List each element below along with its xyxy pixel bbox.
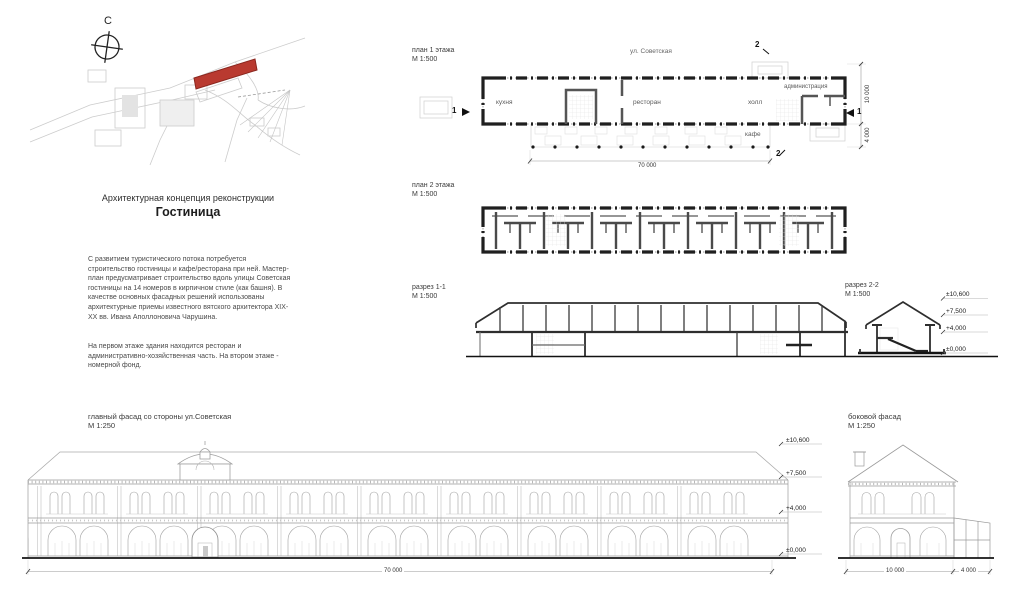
dim-facade-length: 70 000 — [384, 568, 403, 574]
section-mark-2-bottom: 2 — [776, 149, 781, 158]
plan1-drawing — [420, 49, 866, 165]
facade-side-title: боковой фасад — [848, 412, 901, 421]
section11-caption — [412, 283, 446, 301]
elevation-leaders-facades — [779, 442, 822, 556]
plan2-caption — [412, 181, 454, 199]
facade-main-scale: М 1:250 — [88, 421, 116, 430]
room-hall: холл — [748, 99, 763, 106]
stair-hatch — [569, 95, 593, 119]
plan1-caption — [412, 46, 454, 64]
dim-plan-depth: 4 000 — [865, 127, 871, 143]
section-mark-2-top: 2 — [755, 40, 760, 49]
stair-hatch — [776, 99, 799, 121]
section-mark-1-right: 1 — [857, 107, 862, 116]
sheet-subtitle: Гостиница — [155, 205, 221, 219]
section11-title: разрез 1-1 — [412, 284, 446, 291]
room-cafe: кафе — [745, 131, 761, 138]
facade-side-drawing — [838, 445, 994, 558]
intro-paragraph: С развитием туристического потока потребуется строительство гостиницы и кафе/ресторана при ней. Мастер-план предусматривает строительство вдоль улицы Советская гостиницы на 14 номеров в кирпичном стиле (как башня). В качестве основных фасадных решений использованы архитектурные приемы известного вятского архитектора XIX-XX вв. Ивана Аполлоновича Чарушина. — [88, 256, 291, 321]
street-label: ул. Советская — [630, 48, 672, 55]
section1-arrow-icon — [846, 109, 854, 117]
room-kitchen: кухня — [496, 99, 513, 106]
facade-side-caption — [848, 412, 901, 430]
plan1-title: план 1 этажа — [412, 47, 455, 54]
plan2-scale: М 1:500 — [412, 191, 438, 198]
plan2-drawing — [483, 208, 845, 252]
plan2-title: план 2 этажа — [412, 182, 455, 189]
highlighted-hotel-footprint — [194, 59, 257, 89]
elevation-ground: ±0,000 — [946, 345, 966, 353]
elevation-eaves-facade: +7,500 — [786, 469, 807, 477]
compass-icon — [89, 29, 125, 65]
dim-facade-annex: 4 000 — [961, 568, 977, 574]
section22-scale: М 1:500 — [845, 291, 871, 298]
elevation-floor2: +4,000 — [946, 324, 967, 332]
section22-caption — [845, 281, 879, 299]
elevation-roof: ±10,600 — [946, 291, 970, 298]
room-administration: администрация — [784, 84, 828, 90]
facade-side-scale: М 1:250 — [848, 421, 876, 430]
dim-plan-width: 10 000 — [865, 84, 871, 104]
site-plan-drawing — [30, 29, 305, 165]
section-mark-1-left: 1 — [452, 106, 457, 115]
north-label: С — [104, 15, 112, 27]
section22-drawing — [858, 302, 946, 353]
room-restaurant: ресторан — [633, 99, 661, 106]
elevation-ground-facade: ±0,000 — [786, 546, 806, 554]
program-paragraph: На первом этаже здания находится ресторан и административно-хозяйственная часть. На втором этаже - номерной фонд. — [88, 343, 279, 370]
section11-scale: М 1:500 — [412, 293, 438, 300]
section22-title: разрез 2-2 — [845, 282, 879, 289]
section1-arrow-icon — [462, 108, 470, 116]
facade-main-title: главный фасад со стороны ул.Советская — [88, 412, 232, 421]
bottom-dimensions — [26, 560, 992, 575]
sheet-title: Архитектурная концепция реконструкции — [101, 193, 275, 203]
plan1-scale: М 1:500 — [412, 56, 438, 63]
dim-facade-width: 10 000 — [886, 568, 905, 574]
facade-main-drawing — [0, 441, 796, 558]
elevation-eaves: +7,500 — [946, 307, 967, 315]
glazed-annex — [954, 518, 990, 558]
elevation-roof-facade: ±10,600 — [786, 436, 810, 444]
facade-main-caption — [88, 412, 231, 430]
section2-leader — [763, 49, 769, 54]
dim-plan-length: 70 000 — [638, 163, 657, 169]
elevation-floor2-facade: +4,000 — [786, 504, 807, 512]
